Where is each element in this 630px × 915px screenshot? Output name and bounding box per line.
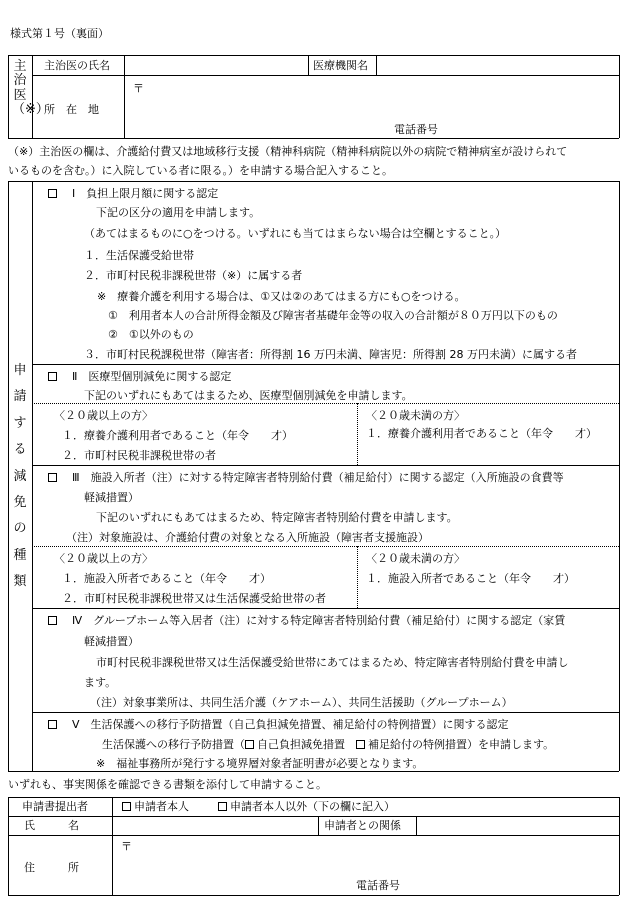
physician-note-line1: （※）主治医の欄は、介護給付費又は地域移行支援（精神科病院（精神科病院以外の病院で精神病室が設けられて <box>8 145 568 158</box>
physician-name-label: 主治医の氏名 <box>44 59 110 72</box>
section-5-line1-prefix: 生活保護への移行予防措置（ <box>102 738 245 751</box>
checkbox-supplement-special[interactable] <box>356 740 365 749</box>
submitter-phone-input[interactable] <box>412 877 616 892</box>
physician-address-label: 所 在 地 <box>44 103 99 116</box>
relation-label: 申請者との関係 <box>324 819 401 832</box>
submitter-option-self[interactable] <box>122 801 189 812</box>
section-3-heading: Ⅲ 施設入所者（注）に対する特定障害者特別給付費（補足給付）に関する認定（入所施設の食費等 <box>72 471 564 484</box>
postal-mark: 〒 <box>133 82 144 95</box>
section-4-line1: 市町村民税非課税世帯又は生活保護受給世帯にあてはまるため、特定障害者特別給付費を申請し <box>96 656 569 669</box>
checkbox-section-3[interactable] <box>48 472 60 483</box>
section-1-option2[interactable]: ２．市町村民税非課税世帯（※）に属する者 <box>84 269 303 282</box>
relation-input[interactable] <box>418 818 616 833</box>
physician-side-label: 主治医（※） <box>12 59 49 117</box>
section-1-heading: Ⅰ 負担上限月額に関する認定 <box>72 187 219 200</box>
section-5-heading: Ⅴ 生活保護への移行予防措置（自己負担減免措置、補足給付の特例措置）に関する認定 <box>72 718 509 731</box>
reduction-side-label: 申請する減免の種類 <box>13 363 27 589</box>
section-2-line1: 下記のいずれにもあてはまるため、医療型個別減免を申請します。 <box>84 389 413 402</box>
section-3-left-item1: １．施設入所者であること（年令 才） <box>62 572 271 585</box>
section-3-right-heading: 〈２０歳未満の方〉 <box>366 552 465 565</box>
section-4-line2: ます。 <box>84 676 117 689</box>
physician-note-line2: いるものを含む。）に入院している者に限る。）を申請する場合記入すること。 <box>8 164 393 177</box>
section-2-left-item1: １．療養介護利用者であること（年令 才） <box>62 429 293 442</box>
physician-phone-label: 電話番号 <box>394 123 438 136</box>
section-4-heading2: 軽減措置） <box>84 635 139 648</box>
submitter-address-input[interactable] <box>114 838 616 876</box>
section-1-note: ※ 療養介護を利用する場合は、①又は②のあてはまる方にも○をつける。 <box>97 290 466 303</box>
section-2-heading: Ⅱ 医療型個別減免に関する認定 <box>72 370 232 383</box>
section-2-right-item1: １．療養介護利用者であること（年令 才） <box>366 427 597 440</box>
institution-input[interactable] <box>378 57 616 73</box>
section-3-right-item1: １．施設入所者であること（年令 才） <box>366 572 575 585</box>
section-5-option2-label: 補足給付の特例措置）を申請します。 <box>368 738 555 751</box>
submitter-name-input[interactable] <box>114 818 316 833</box>
institution-label: 医療機関名 <box>313 59 368 72</box>
physician-phone-input[interactable] <box>450 121 616 136</box>
checkbox-section-2[interactable] <box>48 371 60 382</box>
section-1-option3[interactable]: ３．市町村民税課税世帯（障害者：所得割 16 万円未満、障害児：所得割 28 万円未満）に属する者 <box>84 348 577 361</box>
checkbox-other[interactable] <box>218 802 227 811</box>
checkbox-self[interactable] <box>122 802 131 811</box>
section-1-option2b[interactable]: ② ①以外のもの <box>108 328 194 341</box>
option-self-label: 申請者本人 <box>134 800 189 813</box>
section-3-note: （注）対象施設は、介護給付費の対象となる入所施設（障害者支援施設） <box>66 531 429 544</box>
checkbox-self-burden-reduction[interactable] <box>245 740 254 749</box>
submitter-postal-mark: 〒 <box>121 840 132 853</box>
section-1-line1: 下記の区分の適用を申請します。 <box>96 206 261 219</box>
checkbox-section-5[interactable] <box>48 719 60 730</box>
section-5-line1 <box>102 739 554 750</box>
physician-address-input[interactable] <box>126 77 616 119</box>
section-2-right-heading: 〈２０歳未満の方〉 <box>366 409 465 422</box>
form-title: 様式第１号（裏面） <box>10 27 109 40</box>
section-1-option1[interactable]: １．生活保護受給世帯 <box>84 249 194 262</box>
section-5-note: ※ 福祉事務所が発行する境界層対象者証明書が必要となります。 <box>96 757 424 770</box>
submitter-name-label: 氏 名 <box>24 819 79 832</box>
checkbox-section-4[interactable] <box>48 615 60 626</box>
section-2-left-heading: 〈２０歳以上の方〉 <box>54 409 153 422</box>
checkbox-section-1[interactable] <box>48 188 60 199</box>
submitter-address-label: 住 所 <box>24 861 79 874</box>
section-3-line1: 下記のいずれにもあてはまるため、特定障害者特別給付費を申請します。 <box>96 511 458 524</box>
section-3-heading2: 軽減措置） <box>84 491 139 504</box>
submitter-label: 申請書提出者 <box>22 800 88 813</box>
section-5-option1-label: 自己負担減免措置 <box>257 738 345 751</box>
submitter-option-other[interactable] <box>218 801 395 812</box>
attachment-note: いずれも、事実関係を確認できる書類を添付して申請すること。 <box>8 778 327 791</box>
section-4-heading: Ⅳ グループホーム等入居者（注）に対する特定障害者特別給付費（補足給付）に関する認定（家賃 <box>72 614 566 627</box>
physician-name-input[interactable] <box>126 57 306 73</box>
section-1-line2: （あてはまるものに○をつける。いずれにも当てはまらない場合は空欄とすること。） <box>84 227 507 240</box>
submitter-phone-label: 電話番号 <box>356 879 400 892</box>
section-2-left-item2: ２．市町村民税非課税世帯の者 <box>62 449 216 462</box>
section-3-left-heading: 〈２０歳以上の方〉 <box>54 552 153 565</box>
section-3-left-item2: ２．市町村民税非課税世帯又は生活保護受給世帯の者 <box>62 592 326 605</box>
section-4-note: （注）対象事業所は、共同生活介護（ケアホーム）、共同生活援助（グループホーム） <box>90 696 513 709</box>
section-1-option2a[interactable]: ① 利用者本人の合計所得金額及び障害者基礎年金等の収入の合計額が８０万円以下のもの <box>108 309 558 322</box>
option-other-label: 申請者本人以外（下の欄に記入） <box>230 800 395 813</box>
